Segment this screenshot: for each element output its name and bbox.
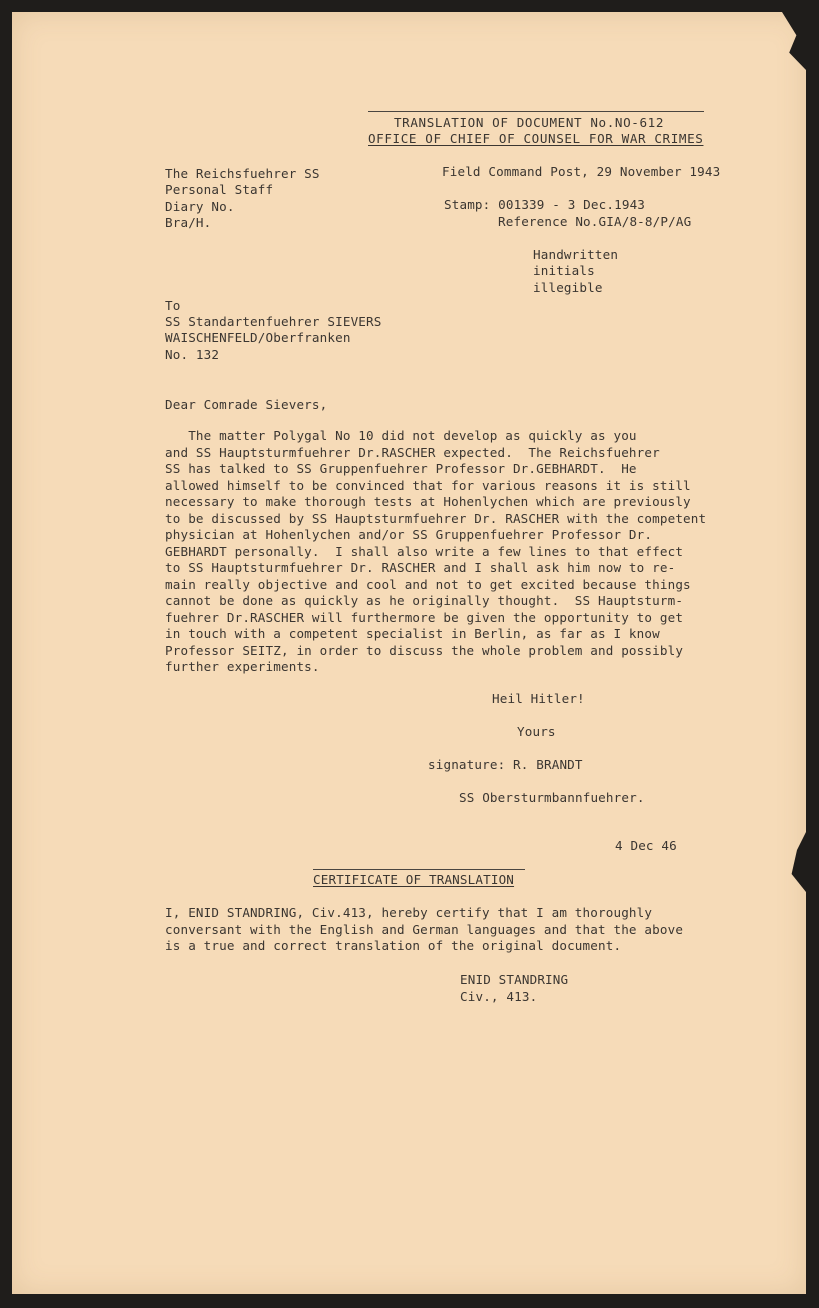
recipient-line: SS Standartenfuehrer SIEVERS xyxy=(165,314,382,329)
torn-edge xyxy=(788,832,806,892)
torn-corner xyxy=(782,12,806,70)
yours: Yours xyxy=(517,724,556,739)
body-line: in touch with a competent specialist in Berlin, as far as I know xyxy=(165,626,660,641)
body-line: necessary to make thorough tests at Hohenlychen which are previously xyxy=(165,494,691,509)
body-line: allowed himself to be convinced that for various reasons it is still xyxy=(165,477,691,493)
rank: SS Obersturmbannfuehrer. xyxy=(459,790,645,805)
body-line: The matter Polygal No 10 did not develop as quickly as you xyxy=(165,428,637,443)
reference-number: Reference No.GIA/8-8/P/AG xyxy=(498,214,692,229)
certificate-line: conversant with the English and German languages and that the above xyxy=(165,922,684,937)
body-line: to be discussed by SS Hauptsturmfuehrer Dr. RASCHER with the competent xyxy=(165,510,707,526)
header-office: OFFICE OF CHIEF OF COUNSEL FOR WAR CRIMES xyxy=(368,131,704,146)
handwritten-note: Handwritten xyxy=(533,247,619,262)
signature: signature: R. BRANDT xyxy=(428,757,583,772)
certificate-line: is a true and correct translation of the original document. xyxy=(165,938,622,953)
body-line: Professor SEITZ, in order to discuss the whole problem and possibly xyxy=(165,642,684,658)
recipient-to: To xyxy=(165,298,181,313)
stamp: Stamp: 001339 - 3 Dec.1943 xyxy=(444,197,646,212)
body-line: to SS Hauptsturmfuehrer Dr. RASCHER and I shall ask him now to re- xyxy=(165,560,676,575)
body-line: fuehrer Dr.RASCHER will furthermore be given the opportunity to get xyxy=(165,609,684,625)
sender-line: The Reichsfuehrer SS xyxy=(165,166,320,181)
salutation: Dear Comrade Sievers, xyxy=(165,397,328,412)
certificate-signer-id: Civ., 413. xyxy=(460,989,538,1004)
body-line: main really objective and cool and not to get excited because things xyxy=(165,576,691,592)
sender-line: Diary No. xyxy=(165,199,235,214)
closing: Heil Hitler! xyxy=(492,691,585,706)
body-line: and SS Hauptsturmfuehrer Dr.RASCHER expected. The Reichsfuehrer xyxy=(165,444,660,460)
body-line: cannot be done as quickly as he originally thought. SS Hauptsturm- xyxy=(165,593,684,608)
certificate-signer: ENID STANDRING xyxy=(460,972,569,987)
recipient-line: No. 132 xyxy=(165,347,220,362)
sender-line: Bra/H. xyxy=(165,215,212,230)
certificate-line: I, ENID STANDRING, Civ.413, hereby certify that I am thoroughly xyxy=(165,905,653,920)
certificate-top-rule xyxy=(313,869,525,870)
body-line: GEBHARDT personally. I shall also write a few lines to that effect xyxy=(165,543,684,559)
translation-date: 4 Dec 46 xyxy=(615,838,677,853)
handwritten-note: illegible xyxy=(533,280,603,295)
header-title: TRANSLATION OF DOCUMENT No.NO-612 xyxy=(394,115,665,130)
body-line: physician at Hohenlychen and/or SS Gruppenfuehrer Professor Dr. xyxy=(165,527,653,542)
sender-line: Personal Staff xyxy=(165,182,274,197)
header-top-rule xyxy=(368,111,704,112)
certificate-title: CERTIFICATE OF TRANSLATION xyxy=(313,872,515,887)
recipient-line: WAISCHENFELD/Oberfranken xyxy=(165,330,351,345)
body-line: further experiments. xyxy=(165,659,320,674)
document-page xyxy=(12,12,806,1294)
handwritten-note: initials xyxy=(533,263,595,278)
body-line: SS has talked to SS Gruppenfuehrer Professor Dr.GEBHARDT. He xyxy=(165,461,637,476)
place-date: Field Command Post, 29 November 1943 xyxy=(442,164,721,179)
